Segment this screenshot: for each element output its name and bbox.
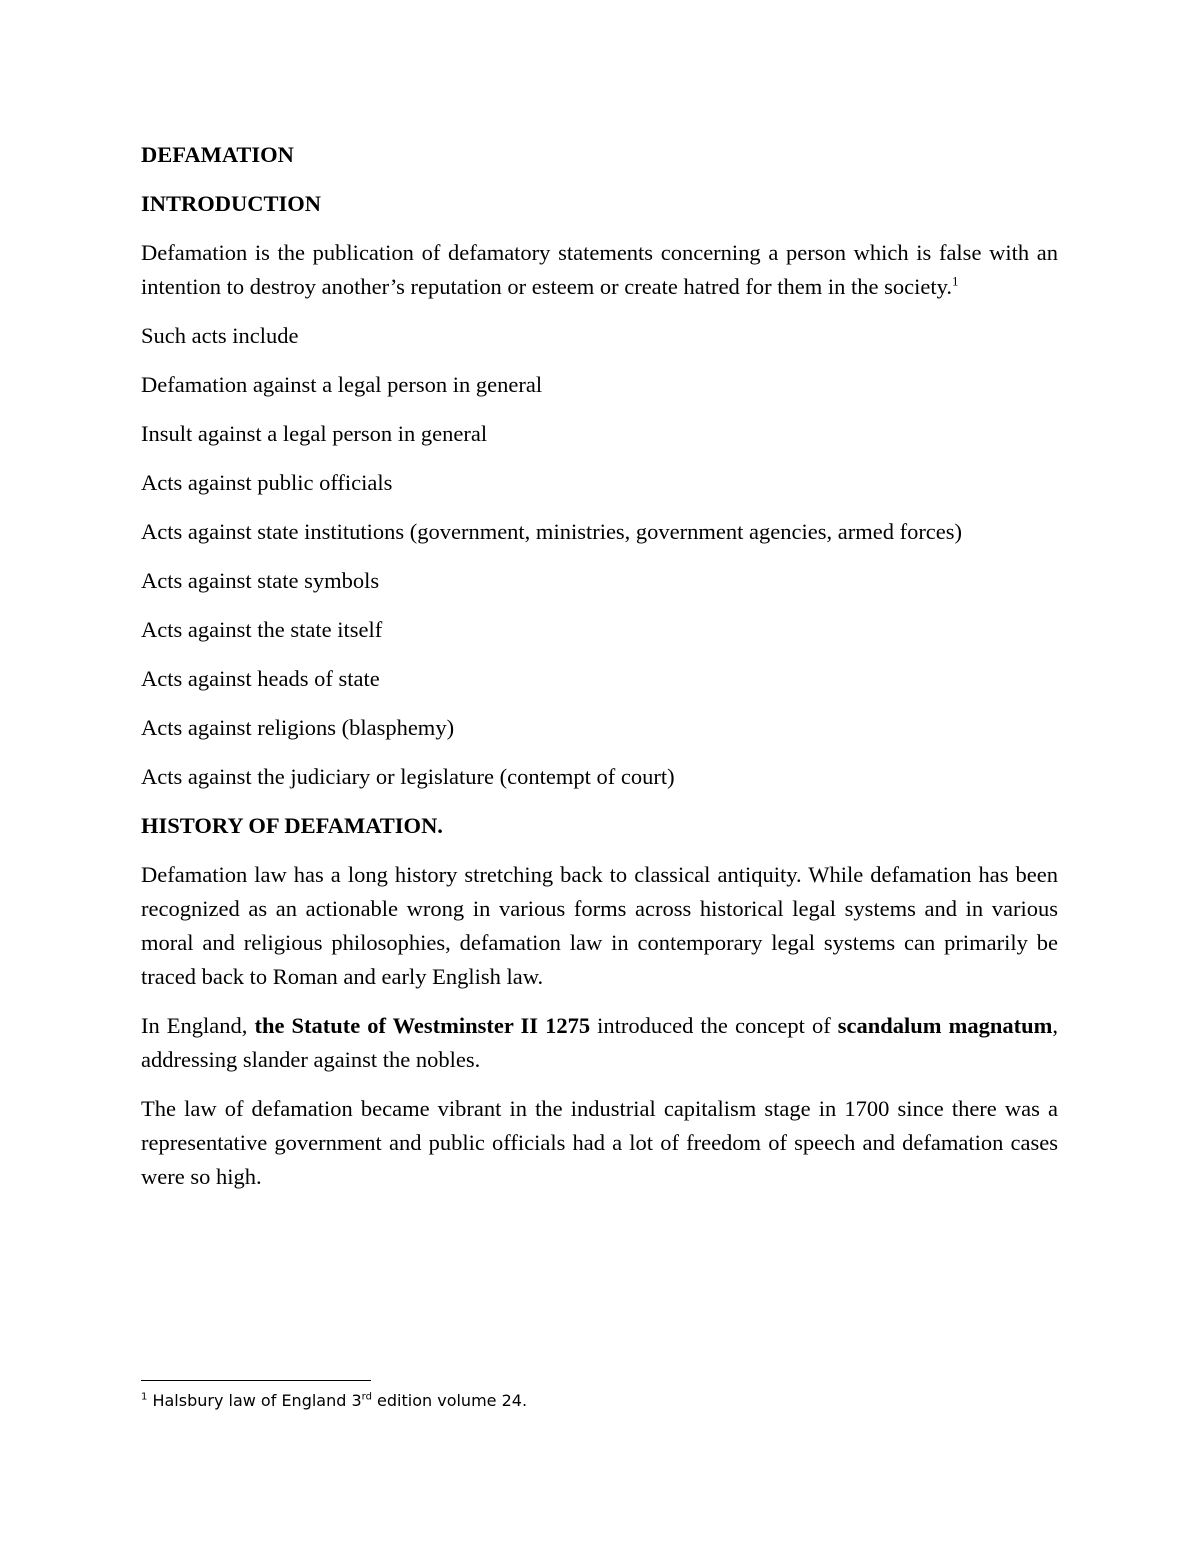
act-item: Acts against the judiciary or legislature (contempt of court) xyxy=(141,764,675,789)
history-paragraph-3: The law of defamation became vibrant in the industrial capitalism stage in 1700 since there was a representative government and public officials had a lot of freedom of speech and defamation cases were so high. xyxy=(141,1096,1058,1189)
history-paragraph-2 xyxy=(141,1009,1058,1077)
history-paragraph-2-part2: introduced the concept of xyxy=(590,1013,838,1038)
scandalum-magnatum-term: scandalum magnatum xyxy=(837,1013,1053,1038)
introduction-text: Defamation is the publication of defamatory statements concerning a person which is false with an intention to destroy another’s reputation or esteem or create hatred for them in the society. xyxy=(141,240,1058,299)
act-item: Defamation against a legal person in general xyxy=(141,372,543,397)
act-item: Acts against religions (blasphemy) xyxy=(141,715,455,740)
act-item: Acts against heads of state xyxy=(141,666,380,691)
history-paragraph-1: Defamation law has a long history stretching back to classical antiquity. While defamation has been recognized as an actionable wrong in various forms across historical legal systems and in various moral and religious philosophies, defamation law in contemporary legal systems can primarily be traced back to Roman and early English law. xyxy=(141,862,1058,989)
act-item: Insult against a legal person in general xyxy=(141,421,488,446)
footnote-superscript: rd xyxy=(361,1391,372,1403)
footnote xyxy=(141,1390,527,1412)
document-title: DEFAMATION xyxy=(141,142,294,167)
act-item: Acts against state symbols xyxy=(141,568,380,593)
footnote-separator xyxy=(141,1380,371,1381)
act-item: Acts against state institutions (government, ministries, government agencies, armed forces) xyxy=(141,519,963,544)
acts-lead: Such acts include xyxy=(141,323,299,348)
act-item: Acts against the state itself xyxy=(141,617,383,642)
introduction-paragraph xyxy=(141,236,1058,304)
statute-name: the Statute of Westminster II 1275 xyxy=(254,1013,591,1038)
history-heading: HISTORY OF DEFAMATION. xyxy=(141,813,443,838)
act-item: Acts against public officials xyxy=(141,470,393,495)
footnote-text-after: edition volume 24. xyxy=(371,1391,528,1410)
introduction-heading: INTRODUCTION xyxy=(141,191,322,216)
footnote-number: 1 xyxy=(141,1391,148,1403)
history-paragraph-2-part3: , addressing slander against the nobles. xyxy=(141,1013,1058,1072)
document-body xyxy=(141,138,1058,1209)
history-paragraph-2-part1: In England, xyxy=(141,1013,255,1038)
footnote-text-before: Halsbury law of England 3 xyxy=(147,1391,362,1410)
footnote-reference: 1 xyxy=(951,273,959,289)
